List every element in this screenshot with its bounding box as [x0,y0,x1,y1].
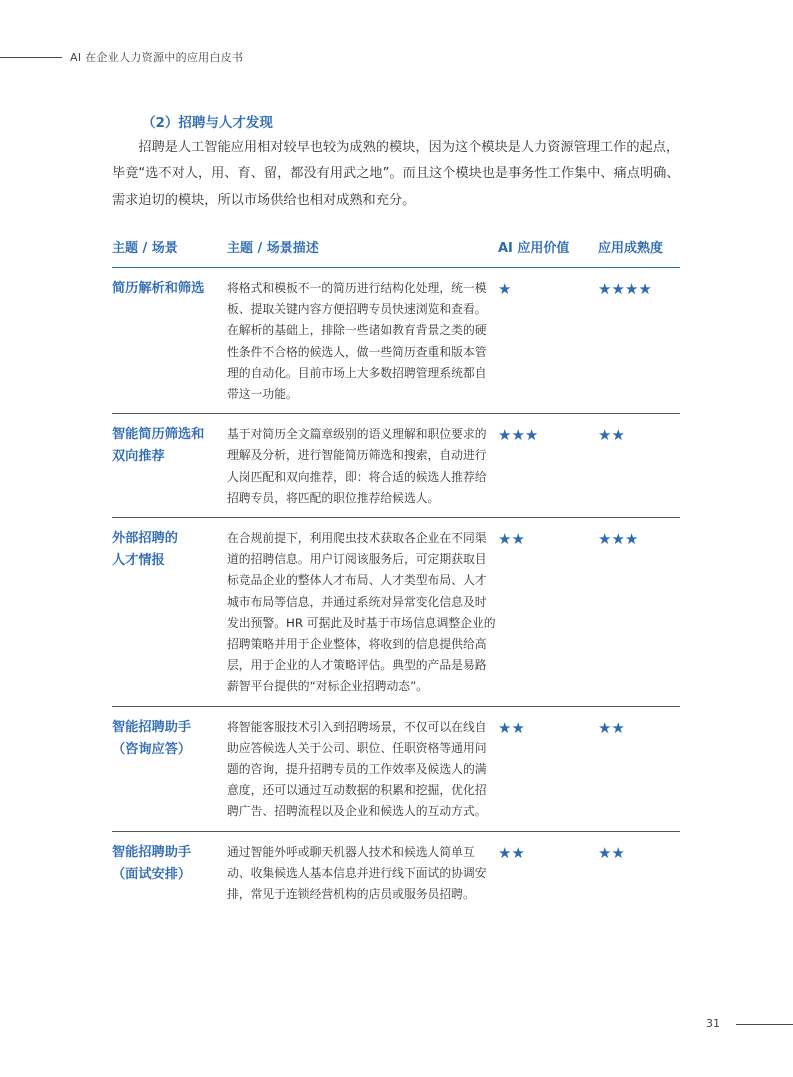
recruitment-table [112,231,680,913]
topic-line: 双向推荐 [112,449,165,465]
topic-line: 智能招聘助手 [112,844,192,860]
maturity-rating: ★★★★ [598,268,680,414]
topic-line: 外部招聘的 [112,531,178,547]
topic-line: （咨询应答） [112,741,192,757]
footer-rule [736,1024,793,1025]
row-description: 通过智能外呼或聊天机器人技术和候选人简单互动、收集候选人基本信息并进行线下面试的协调安排，常见于连锁经营机构的店员或服务员招聘。 [227,844,487,902]
row-topic [112,268,227,414]
table-row [112,831,680,913]
maturity-rating: ★★★ [598,518,680,707]
row-description: 基于对简历全文篇章级别的语义理解和职位要求的理解及分析，进行智能简历筛选和搜索，自动进行人岗匹配和双向推荐，即：将合适的候选人推荐给招聘专员，将匹配的职位推荐给候选人。 [227,414,498,518]
document-title: AI 在企业人力资源中的应用白皮书 [70,51,244,64]
maturity-rating: ★★ [598,706,680,831]
maturity-rating: ★★ [598,843,625,862]
header-topic: 主题 / 场景 [112,231,227,268]
header-description: 主题 / 场景描述 [227,231,498,268]
header-ai-value: AI 应用价值 [498,231,598,268]
row-description: 在合规前提下，利用爬虫技术获取各企业在不同渠道的招聘信息。用户订阅该服务后，可定期获取目标竞品企业的整体人才布局、人才类型布局、人才城市布局等信息，并通过系统对异常变化信息及时发出预警。HR 可据此及时基于市场信息调整企业的招聘策略并用于企业整体，将收到的信息提供给高层，用于企业的人才策略评估。典型的产品是易路薪智平台提供的“对标企业招聘动态”。 [227,518,498,707]
topic-line: 人才情报 [112,553,165,569]
ai-value-rating: ★★ [498,843,525,862]
row-topic [112,831,227,913]
topic-line: 智能简历筛选和 [112,427,205,443]
ai-value-rating: ★ [498,268,598,414]
ai-value-rating: ★★ [498,518,598,707]
table-row [112,706,680,831]
topic-line: （面试安排） [112,866,192,882]
ai-value-rating: ★★ [498,706,598,831]
row-description: 将智能客服技术引入到招聘场景，不仅可以在线自助应答候选人关于公司、职位、任职资格等通用问题的咨询，提升招聘专员的工作效率及候选人的满意度，还可以通过互动数据的积累和挖掘，优化招聘广告、招聘流程以及企业和候选人的互动方式。 [227,706,498,831]
table-row [112,414,680,518]
intro-text [112,135,687,214]
maturity-rating: ★★ [598,414,680,518]
header-rule [0,57,62,58]
intro-paragraph: 招聘是人工智能应用相对较早也较为成熟的模块，因为这个模块是人力资源管理工作的起点，毕竟“选不对人，用、育、留，都没有用武之地”。而且这个模块也是事务性工作集中、痛点明确、需求迫切的模块，所以市场供给也相对成熟和充分。 [112,140,680,208]
row-topic [112,414,227,518]
table-row [112,268,680,414]
section-heading: （2）招聘与人才发现 [142,115,273,131]
topic-line: 简历解析和筛选 [112,281,205,296]
row-topic [112,706,227,831]
header-maturity: 应用成熟度 [598,231,680,268]
table-row [112,518,680,707]
ai-value-rating: ★★★ [498,414,598,518]
topic-line: 智能招聘助手 [112,719,192,735]
table-header-row [112,231,680,268]
page-number: 31 [706,1017,720,1030]
row-topic [112,518,227,707]
row-description: 将格式和模板不一的简历进行结构化处理，统一模板、提取关键内容方便招聘专员快速浏览和查看。在解析的基础上，排除一些诸如教育背景之类的硬性条件不合格的候选人，做一些简历查重和版本管理的自动化。目前市场上大多数招聘管理系统都自带这一功能。 [227,268,498,414]
